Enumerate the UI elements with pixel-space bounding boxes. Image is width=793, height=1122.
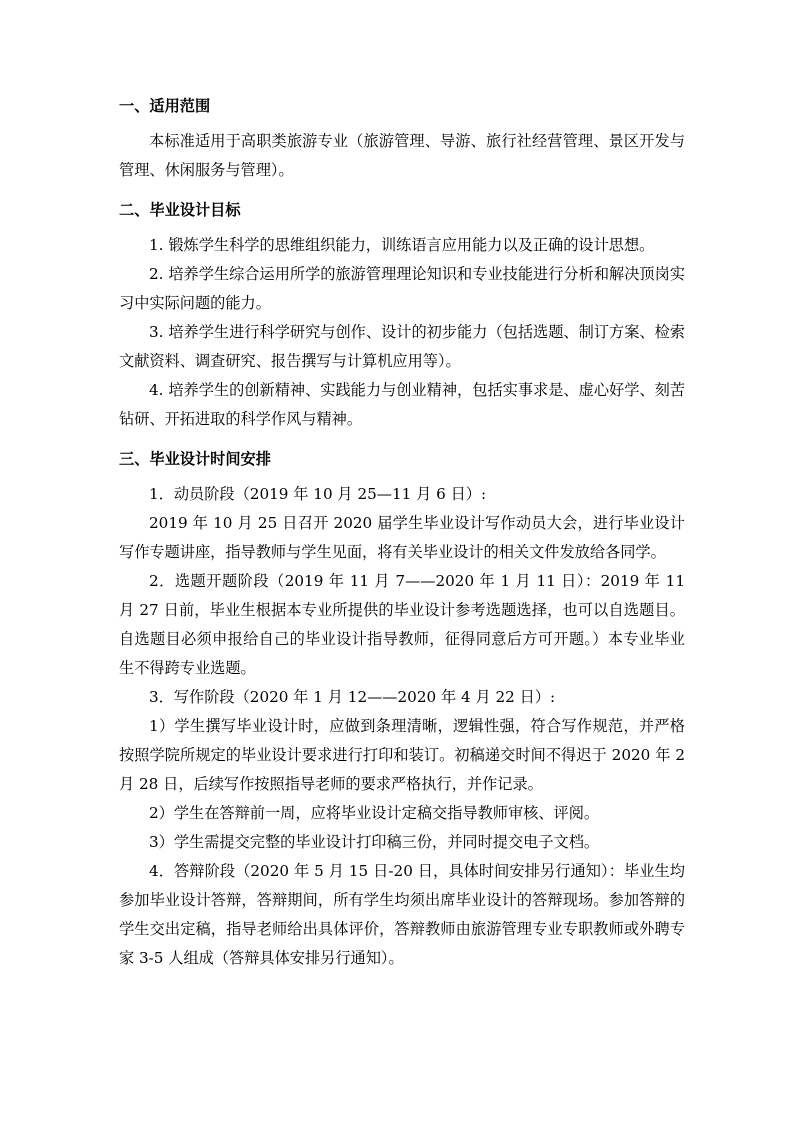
- paragraph: 2）学生在答辩前一周，应将毕业设计定稿交指导教师审核、评阅。: [149, 804, 600, 822]
- paragraph: 4. 培养学生的创新精神、实践能力与创业精神，包括实事求是、虚心好学、刻苦钻研、开拓进取的科学作风与精神。: [119, 381, 685, 428]
- section-scope: [119, 92, 685, 185]
- paragraph: 3. 培养学生进行科学研究与创作、设计的初步能力（包括选题、制订方案、检索文献资料、调查研究、报告撰写与计算机应用等）。: [119, 323, 685, 370]
- paragraph: 2. 培养学生综合运用所学的旅游管理理论知识和专业技能进行分析和解决顶岗实习中实际问题的能力。: [119, 265, 685, 312]
- section-goals: [119, 196, 685, 434]
- document-page: [119, 92, 685, 973]
- paragraph: 4．答辩阶段（2020 年 5 月 15 日-20 日，具体时间安排另行通知）：毕业生均参加毕业设计答辩，答辩期间，所有学生均须出席毕业设计的答辩现场。参加答辩的学生交出定稿，指导老师给出具体评价，答辩教师由旅游管理专业专职教师或外聘专家 3-5 人组成（答辩具体安排另行通知）。: [119, 862, 685, 967]
- paragraph: 1. 锻炼学生科学的思维组织能力，训练语言应用能力以及正确的设计思想。: [149, 236, 655, 254]
- section-heading: 三、毕业设计时间安排: [119, 450, 271, 468]
- paragraph: 3）学生需提交完整的毕业设计打印稿三份，并同时提交电子文档。: [149, 833, 600, 851]
- section-heading: 一、适用范围: [119, 97, 211, 115]
- paragraph: 1．动员阶段（2019 年 10 月 25—11 月 6 日）:: [149, 485, 487, 503]
- section-heading: 二、毕业设计目标: [119, 201, 241, 219]
- paragraph: 1）学生撰写毕业设计时，应做到条理清晰，逻辑性强，符合写作规范，并严格按照学院所规定的毕业设计要求进行打印和装订。初稿递交时间不得迟于 2020 年 2 月 28 日，后续写作按照指导老师的要求严格执行，并作记录。: [119, 717, 685, 793]
- section-schedule: [119, 445, 685, 973]
- paragraph: 2019 年 10 月 25 日召开 2020 届学生毕业设计写作动员大会，进行毕业设计写作专题讲座，指导教师与学生见面，将有关毕业设计的相关文件发放给各同学。: [119, 514, 685, 561]
- paragraph: 3．写作阶段（2020 年 1 月 12——2020 年 4 月 22 日）:: [149, 688, 556, 706]
- paragraph: 2．选题开题阶段（2019 年 11 月 7——2020 年 1 月 11 日）：2019 年 11 月 27 日前，毕业生根据本专业所提供的毕业设计参考选题选择，也可以自选题目。自选题目必须申报给自己的毕业设计指导教师，征得同意后方可开题。）本专业毕业生不得跨专业选题。: [119, 572, 685, 677]
- paragraph: 本标准适用于高职类旅游专业（旅游管理、导游、旅行社经营管理、景区开发与管理、休闲服务与管理）。: [119, 132, 685, 179]
